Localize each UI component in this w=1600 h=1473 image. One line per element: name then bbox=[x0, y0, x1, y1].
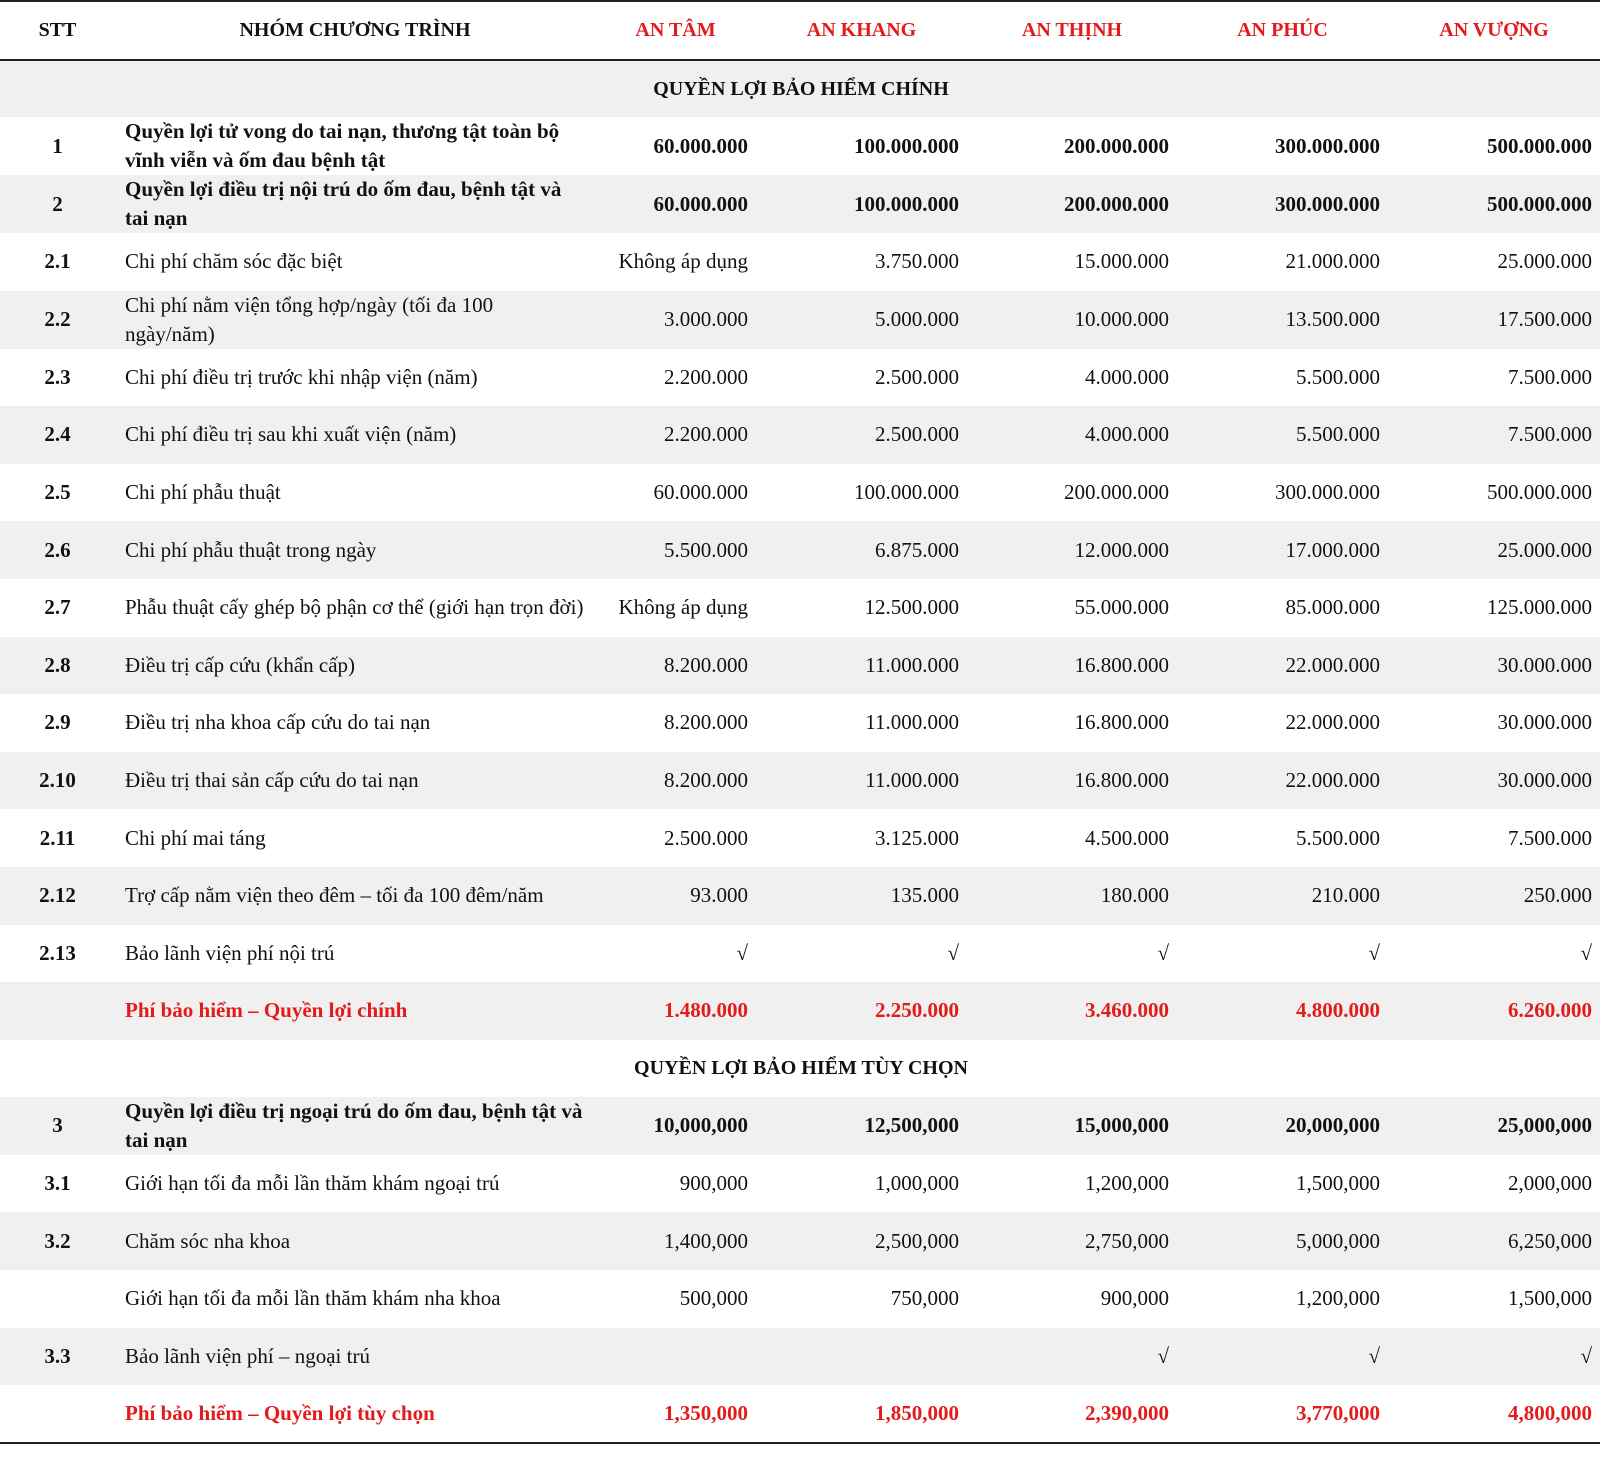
value-an-tam: 1.480.000 bbox=[664, 998, 748, 1023]
value-an-thinh: 4.000.000 bbox=[1085, 422, 1169, 447]
value-an-khang: 5.000.000 bbox=[875, 307, 959, 332]
row-benefit-name: Quyền lợi điều trị ngoại trú do ốm đau, bệnh tật và tai nạn bbox=[125, 1098, 583, 1152]
value-an-phuc: 22.000.000 bbox=[1285, 768, 1380, 793]
table-body bbox=[0, 60, 1600, 1443]
value-an-phuc: 210.000 bbox=[1311, 883, 1380, 908]
value-an-khang: 1,850,000 bbox=[875, 1400, 959, 1425]
header-group: NHÓM CHƯƠNG TRÌNH bbox=[239, 19, 471, 41]
value-an-vuong: 6,250,000 bbox=[1508, 1228, 1592, 1253]
value-an-phuc: 20,000,000 bbox=[1285, 1113, 1380, 1138]
row-benefit-name: Chi phí mai táng bbox=[125, 825, 266, 850]
row-benefit-name: Điều trị cấp cứu (khẩn cấp) bbox=[125, 652, 356, 677]
row-benefit-name: Chi phí chăm sóc đặc biệt bbox=[125, 249, 343, 274]
value-an-vuong: 125.000.000 bbox=[1487, 595, 1592, 620]
value-an-vuong: 17.500.000 bbox=[1497, 307, 1592, 332]
row-stt: 2.11 bbox=[39, 825, 76, 850]
row-stt: 2.2 bbox=[44, 307, 71, 332]
row-stt: 3.2 bbox=[44, 1228, 71, 1253]
header-plan-an-thinh: AN THỊNH bbox=[1021, 19, 1123, 41]
row-stt: 2.9 bbox=[44, 710, 71, 735]
value-an-vuong: √ bbox=[1580, 940, 1592, 965]
value-an-khang: 135.000 bbox=[890, 883, 959, 908]
value-an-tam: 2.200.000 bbox=[664, 364, 748, 389]
value-an-vuong: 1,500,000 bbox=[1508, 1286, 1592, 1311]
value-an-tam: 5.500.000 bbox=[664, 537, 748, 562]
section-header-row bbox=[0, 60, 1600, 117]
row-benefit-name: Trợ cấp nằm viện theo đêm – tối đa 100 đêm/năm bbox=[125, 883, 544, 908]
row-stt: 2.8 bbox=[44, 652, 71, 677]
value-an-thinh: 3.460.000 bbox=[1085, 998, 1169, 1023]
row-stt: 2.13 bbox=[39, 940, 76, 965]
value-an-khang: 2.500.000 bbox=[875, 364, 959, 389]
table-row bbox=[0, 349, 1600, 407]
value-an-thinh: 4.000.000 bbox=[1085, 364, 1169, 389]
value-an-khang: 1,000,000 bbox=[875, 1171, 959, 1196]
value-an-khang: 11.000.000 bbox=[865, 768, 959, 793]
value-an-thinh: 200.000.000 bbox=[1064, 191, 1169, 216]
value-an-khang: 11.000.000 bbox=[865, 652, 959, 677]
value-an-khang: 12.500.000 bbox=[864, 595, 959, 620]
section-optional-title: QUYỀN LỢI BẢO HIỂM TÙY CHỌN bbox=[634, 1056, 968, 1079]
row-stt: 2.5 bbox=[44, 480, 71, 505]
value-an-tam: 60.000.000 bbox=[653, 133, 748, 158]
value-an-vuong: 500.000.000 bbox=[1487, 191, 1592, 216]
table-row bbox=[0, 291, 1600, 349]
value-an-thinh: 15,000,000 bbox=[1074, 1113, 1169, 1138]
fee-label: Phí bảo hiểm – Quyền lợi tùy chọn bbox=[125, 1400, 435, 1425]
value-an-phuc: 300.000.000 bbox=[1275, 133, 1380, 158]
row-benefit-name: Điều trị thai sản cấp cứu do tai nạn bbox=[125, 768, 419, 793]
row-stt: 2.6 bbox=[44, 537, 71, 562]
row-benefit-name: Quyền lợi tử vong do tai nạn, thương tật toàn bộ vĩnh viễn và ốm đau bệnh tật bbox=[125, 119, 560, 172]
value-an-phuc: √ bbox=[1368, 1343, 1380, 1368]
fee-row bbox=[0, 982, 1600, 1040]
value-an-vuong: 30.000.000 bbox=[1497, 768, 1592, 793]
value-an-khang: 2,500,000 bbox=[875, 1228, 959, 1253]
value-an-thinh: 2,750,000 bbox=[1085, 1228, 1169, 1253]
value-an-phuc: 21.000.000 bbox=[1285, 249, 1380, 274]
value-an-phuc: 5.500.000 bbox=[1296, 825, 1380, 850]
value-an-phuc: 4.800.000 bbox=[1296, 998, 1380, 1023]
header-plan-an-vuong: AN VƯỢNG bbox=[1439, 19, 1549, 41]
value-an-tam: 10,000,000 bbox=[653, 1113, 748, 1138]
row-stt bbox=[0, 1385, 115, 1443]
value-an-khang: 11.000.000 bbox=[865, 710, 959, 735]
value-an-tam: 8.200.000 bbox=[664, 652, 748, 677]
table-row bbox=[0, 521, 1600, 579]
value-an-phuc: 5.500.000 bbox=[1296, 364, 1380, 389]
value-an-thinh: 200.000.000 bbox=[1064, 133, 1169, 158]
value-an-khang: 12,500,000 bbox=[864, 1113, 959, 1138]
value-an-vuong: 7.500.000 bbox=[1508, 364, 1592, 389]
value-an-vuong: 6.260.000 bbox=[1508, 998, 1592, 1023]
row-stt: 2.3 bbox=[44, 364, 71, 389]
fee-row bbox=[0, 1385, 1600, 1443]
value-an-tam: 8.200.000 bbox=[664, 768, 748, 793]
table-row bbox=[0, 1270, 1600, 1328]
value-an-thinh: √ bbox=[1157, 940, 1169, 965]
table-row bbox=[0, 925, 1600, 983]
value-an-thinh: 15.000.000 bbox=[1074, 249, 1169, 274]
value-an-thinh: 180.000 bbox=[1100, 883, 1169, 908]
value-an-phuc: 3,770,000 bbox=[1296, 1400, 1380, 1425]
header-plan-an-phuc: AN PHÚC bbox=[1237, 19, 1328, 41]
value-an-khang: 2.250.000 bbox=[875, 998, 959, 1023]
value-an-tam: 2.500.000 bbox=[664, 825, 748, 850]
row-stt: 2.4 bbox=[44, 422, 71, 447]
table-row bbox=[0, 406, 1600, 464]
value-an-khang: 3.125.000 bbox=[875, 825, 959, 850]
value-an-phuc: 5.500.000 bbox=[1296, 422, 1380, 447]
row-stt: 2.1 bbox=[44, 249, 71, 274]
table-row bbox=[0, 233, 1600, 291]
value-an-vuong: 7.500.000 bbox=[1508, 825, 1592, 850]
row-stt: 2 bbox=[52, 191, 63, 216]
row-benefit-name: Chi phí điều trị sau khi xuất viện (năm) bbox=[125, 422, 457, 447]
row-stt bbox=[0, 1270, 115, 1328]
row-benefit-name: Chi phí nằm viện tổng hợp/ngày (tối đa 100 ngày/năm) bbox=[125, 292, 494, 346]
row-benefit-name: Chi phí điều trị trước khi nhập viện (năm) bbox=[125, 364, 478, 389]
value-an-vuong: 500.000.000 bbox=[1487, 480, 1592, 505]
row-stt: 2.10 bbox=[39, 768, 76, 793]
value-an-vuong: 250.000 bbox=[1523, 883, 1592, 908]
value-an-phuc: 22.000.000 bbox=[1285, 652, 1380, 677]
value-an-thinh: 16.800.000 bbox=[1074, 652, 1169, 677]
table-row bbox=[0, 117, 1600, 175]
value-an-thinh: √ bbox=[1157, 1343, 1169, 1368]
value-an-khang bbox=[756, 1328, 967, 1386]
table-header bbox=[0, 1, 1600, 60]
value-an-phuc: 1,200,000 bbox=[1296, 1286, 1380, 1311]
value-an-phuc: √ bbox=[1368, 940, 1380, 965]
value-an-tam: 900,000 bbox=[679, 1171, 748, 1196]
fee-label: Phí bảo hiểm – Quyền lợi chính bbox=[125, 998, 408, 1023]
value-an-khang: 100.000.000 bbox=[854, 191, 959, 216]
value-an-tam: 1,350,000 bbox=[664, 1400, 748, 1425]
value-an-tam: 93.000 bbox=[690, 883, 748, 908]
table-row bbox=[0, 752, 1600, 810]
value-an-vuong: 4,800,000 bbox=[1508, 1400, 1592, 1425]
table-row bbox=[0, 694, 1600, 752]
value-an-phuc: 5,000,000 bbox=[1296, 1228, 1380, 1253]
row-benefit-name: Quyền lợi điều trị nội trú do ốm đau, bệnh tật và tai nạn bbox=[125, 177, 562, 230]
row-benefit-name: Giới hạn tối đa mỗi lần thăm khám ngoại trú bbox=[125, 1171, 500, 1196]
value-an-khang: 6.875.000 bbox=[875, 537, 959, 562]
table-row bbox=[0, 175, 1600, 233]
value-an-khang: √ bbox=[947, 940, 959, 965]
row-benefit-name: Giới hạn tối đa mỗi lần thăm khám nha khoa bbox=[125, 1286, 501, 1311]
row-stt: 2.12 bbox=[39, 883, 76, 908]
value-an-thinh: 1,200,000 bbox=[1085, 1171, 1169, 1196]
row-benefit-name: Điều trị nha khoa cấp cứu do tai nạn bbox=[125, 710, 431, 735]
value-an-thinh: 200.000.000 bbox=[1064, 480, 1169, 505]
value-an-vuong: 25,000,000 bbox=[1497, 1113, 1592, 1138]
value-an-khang: 750,000 bbox=[890, 1286, 959, 1311]
table-row bbox=[0, 637, 1600, 695]
value-an-tam: 60.000.000 bbox=[653, 480, 748, 505]
value-an-tam: 3.000.000 bbox=[664, 307, 748, 332]
table-row bbox=[0, 1212, 1600, 1270]
value-an-tam: √ bbox=[736, 940, 748, 965]
value-an-thinh: 12.000.000 bbox=[1074, 537, 1169, 562]
value-an-phuc: 17.000.000 bbox=[1285, 537, 1380, 562]
value-an-vuong: 30.000.000 bbox=[1497, 652, 1592, 677]
value-an-vuong: 500.000.000 bbox=[1487, 133, 1592, 158]
row-benefit-name: Chi phí phẫu thuật bbox=[125, 480, 281, 505]
value-an-vuong: 7.500.000 bbox=[1508, 422, 1592, 447]
value-an-tam: Không áp dụng bbox=[618, 249, 748, 274]
row-benefit-name: Bảo lãnh viện phí – ngoại trú bbox=[125, 1343, 370, 1368]
value-an-thinh: 16.800.000 bbox=[1074, 710, 1169, 735]
value-an-phuc: 22.000.000 bbox=[1285, 710, 1380, 735]
value-an-thinh: 16.800.000 bbox=[1074, 768, 1169, 793]
row-benefit-name: Chi phí phẫu thuật trong ngày bbox=[125, 537, 377, 562]
value-an-phuc: 300.000.000 bbox=[1275, 191, 1380, 216]
row-stt: 1 bbox=[52, 133, 63, 158]
value-an-khang: 3.750.000 bbox=[875, 249, 959, 274]
row-stt: 3 bbox=[52, 1113, 63, 1138]
value-an-thinh: 2,390,000 bbox=[1085, 1400, 1169, 1425]
section-main-title: QUYỀN LỢI BẢO HIỂM CHÍNH bbox=[653, 77, 949, 100]
value-an-thinh: 4.500.000 bbox=[1085, 825, 1169, 850]
row-stt bbox=[0, 982, 115, 1040]
section-header-row bbox=[0, 1040, 1600, 1097]
value-an-phuc: 300.000.000 bbox=[1275, 480, 1380, 505]
header-plan-an-khang: AN KHANG bbox=[806, 19, 917, 41]
row-stt: 3.1 bbox=[44, 1171, 71, 1196]
table-row bbox=[0, 464, 1600, 522]
value-an-khang: 100.000.000 bbox=[854, 133, 959, 158]
table-row bbox=[0, 579, 1600, 637]
row-benefit-name: Bảo lãnh viện phí nội trú bbox=[125, 940, 335, 965]
value-an-thinh: 900,000 bbox=[1100, 1286, 1169, 1311]
table-row bbox=[0, 1328, 1600, 1386]
value-an-thinh: 10.000.000 bbox=[1074, 307, 1169, 332]
table-row bbox=[0, 1155, 1600, 1213]
value-an-tam: 8.200.000 bbox=[664, 710, 748, 735]
value-an-phuc: 13.500.000 bbox=[1285, 307, 1380, 332]
row-benefit-name: Phẫu thuật cấy ghép bộ phận cơ thể (giới hạn trọn đời) bbox=[125, 595, 584, 620]
value-an-khang: 100.000.000 bbox=[854, 480, 959, 505]
value-an-tam: 1,400,000 bbox=[664, 1228, 748, 1253]
value-an-phuc: 1,500,000 bbox=[1296, 1171, 1380, 1196]
value-an-tam bbox=[595, 1328, 756, 1386]
row-benefit-name: Chăm sóc nha khoa bbox=[125, 1228, 291, 1253]
table-row bbox=[0, 1097, 1600, 1155]
row-stt: 3.3 bbox=[44, 1343, 71, 1368]
value-an-vuong: 2,000,000 bbox=[1508, 1171, 1592, 1196]
value-an-vuong: 30.000.000 bbox=[1497, 710, 1592, 735]
value-an-tam: 60.000.000 bbox=[653, 191, 748, 216]
row-stt: 2.7 bbox=[44, 595, 71, 620]
value-an-phuc: 85.000.000 bbox=[1285, 595, 1380, 620]
value-an-vuong: √ bbox=[1580, 1343, 1592, 1368]
value-an-tam: 500,000 bbox=[679, 1286, 748, 1311]
value-an-vuong: 25.000.000 bbox=[1497, 249, 1592, 274]
value-an-tam: 2.200.000 bbox=[664, 422, 748, 447]
value-an-khang: 2.500.000 bbox=[875, 422, 959, 447]
value-an-thinh: 55.000.000 bbox=[1074, 595, 1169, 620]
header-stt: STT bbox=[38, 19, 77, 41]
value-an-tam: Không áp dụng bbox=[618, 595, 748, 620]
header-plan-an-tam: AN TÂM bbox=[635, 19, 716, 41]
table-row bbox=[0, 867, 1600, 925]
table-row bbox=[0, 809, 1600, 867]
value-an-vuong: 25.000.000 bbox=[1497, 537, 1592, 562]
